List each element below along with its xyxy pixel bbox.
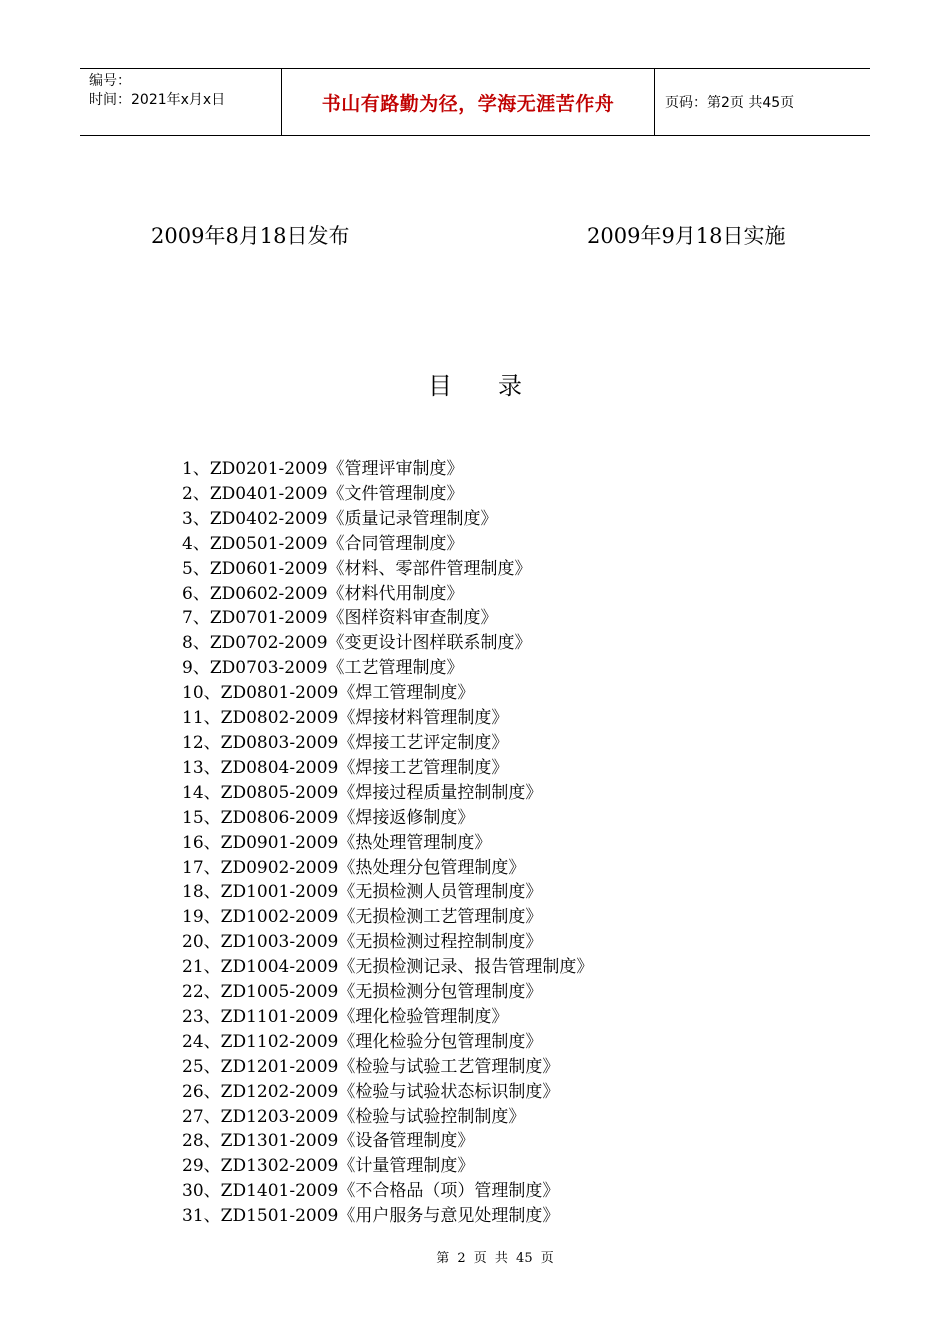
- header-page-cell: [655, 69, 870, 135]
- toc-item: 15、ZD0806-2009《焊接返修制度》: [182, 807, 475, 828]
- toc-item: 11、ZD0802-2009《焊接材料管理制度》: [182, 708, 509, 729]
- toc-item: 31、ZD1501-2009《用户服务与意见处理制度》: [182, 1206, 560, 1227]
- motto-text: 书山有路勤为径，学海无涯苦作舟: [321, 92, 615, 115]
- page-header: [80, 68, 870, 136]
- toc-item: 28、ZD1301-2009《设备管理制度》: [182, 1131, 475, 1152]
- toc-item: 27、ZD1203-2009《检验与试验控制制度》: [182, 1106, 526, 1127]
- toc-item: 24、ZD1102-2009《理化检验分包管理制度》: [182, 1031, 543, 1052]
- toc-item: 19、ZD1002-2009《无损检测工艺管理制度》: [182, 907, 543, 928]
- toc-item: 12、ZD0803-2009《焊接工艺评定制度》: [182, 732, 509, 753]
- toc-item: 18、ZD1001-2009《无损检测人员管理制度》: [182, 882, 543, 903]
- toc-item: 25、ZD1201-2009《检验与试验工艺管理制度》: [182, 1056, 560, 1077]
- toc-item: 22、ZD1005-2009《无损检测分包管理制度》: [182, 982, 543, 1003]
- toc-item: 29、ZD1302-2009《计量管理制度》: [182, 1156, 475, 1177]
- toc-item: 1、ZD0201-2009《管理评审制度》: [182, 459, 464, 479]
- header-motto-cell: [282, 69, 655, 135]
- header-meta-cell: [80, 69, 282, 135]
- toc-item: 26、ZD1202-2009《检验与试验状态标识制度》: [182, 1081, 560, 1102]
- toc-item: 6、ZD0602-2009《材料代用制度》: [182, 583, 464, 604]
- toc-item: 13、ZD0804-2009《焊接工艺管理制度》: [182, 757, 509, 778]
- number-label: 编号：: [89, 73, 131, 89]
- toc-item: 4、ZD0501-2009《合同管理制度》: [182, 533, 464, 554]
- toc-item: 9、ZD0703-2009《工艺管理制度》: [182, 658, 464, 679]
- toc-item: 23、ZD1101-2009《理化检验管理制度》: [182, 1006, 509, 1027]
- toc-item: 8、ZD0702-2009《变更设计图样联系制度》: [182, 633, 532, 654]
- toc-item: 17、ZD0902-2009《热处理分包管理制度》: [182, 857, 526, 878]
- toc-item: 3、ZD0402-2009《质量记录管理制度》: [182, 508, 498, 529]
- header-page-info: 页码：第2页 共45页: [665, 95, 795, 111]
- toc-item: 14、ZD0805-2009《焊接过程质量控制制度》: [182, 782, 543, 803]
- toc-item: 5、ZD0601-2009《材料、零部件管理制度》: [182, 558, 532, 579]
- implement-date: 2009年9月18日实施: [587, 224, 786, 248]
- toc-item: 21、ZD1004-2009《无损检测记录、报告管理制度》: [182, 957, 594, 978]
- toc-item: 16、ZD0901-2009《热处理管理制度》: [182, 832, 492, 853]
- toc-item: 2、ZD0401-2009《文件管理制度》: [182, 483, 464, 504]
- toc-title: 目录: [428, 372, 568, 400]
- toc-item: 10、ZD0801-2009《焊工管理制度》: [182, 683, 475, 704]
- toc-item: 7、ZD0701-2009《图样资料审查制度》: [182, 608, 498, 629]
- toc-item: 20、ZD1003-2009《无损检测过程控制制度》: [182, 932, 543, 953]
- page-footer: 第 2 页 共 45 页: [436, 1251, 554, 1266]
- toc-list: [182, 457, 593, 1229]
- publish-date: 2009年8月18日发布: [151, 224, 350, 248]
- toc-item: 30、ZD1401-2009《不合格品（项）管理制度》: [182, 1181, 560, 1202]
- time-label: 时间：2021年x月x日: [89, 92, 226, 108]
